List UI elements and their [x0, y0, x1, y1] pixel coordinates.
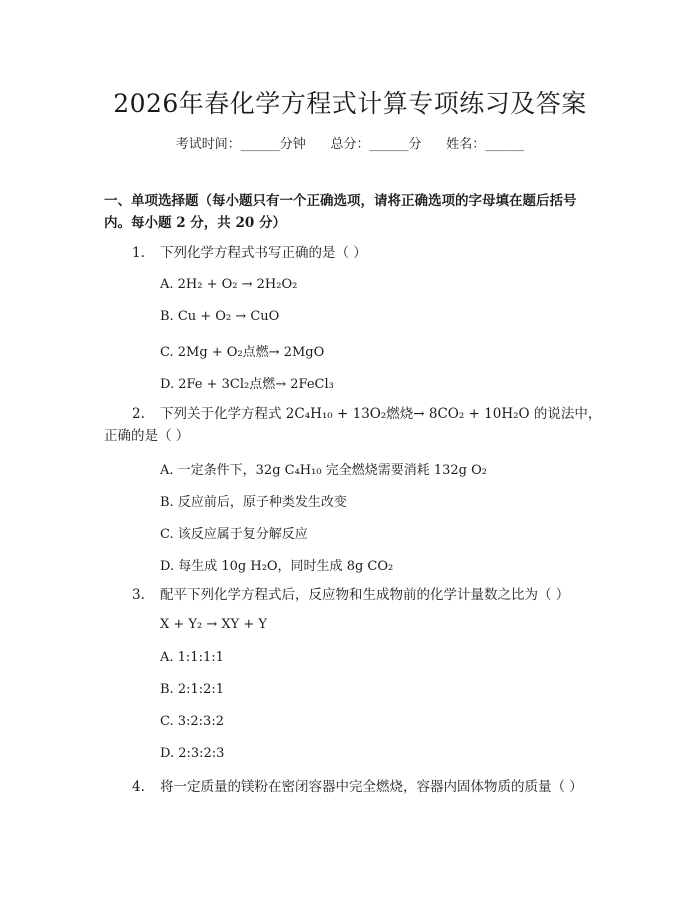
option-1b: B. Cu + O₂ → CuO [160, 309, 280, 324]
question-stem-line-2: 正确的是（ ） [104, 428, 190, 444]
question-stem-line-1 [104, 403, 604, 425]
question-2 [104, 403, 604, 447]
question-stem: 将一定质量的镁粉在密闭容器中完全燃烧，容器内固体物质的质量（ ） [160, 779, 583, 795]
option-1d: D. 2Fe + 3Cl₂点燃→ 2FeCl₃ [160, 377, 334, 392]
option-1c: C. 2Mg + O₂点燃→ 2MgO [160, 345, 325, 360]
option-3c: C. 3:2:3:2 [160, 714, 224, 729]
option-2a: A. 一定条件下，32g C₄H₁₀ 完全燃烧需要消耗 132g O₂ [160, 463, 487, 478]
equation-line: X + Y₂ → XY + Y [160, 617, 267, 632]
option-1a: A. 2H₂ + O₂ → 2H₂O₂ [160, 277, 298, 292]
option-3d: D. 2:3:2:3 [160, 746, 225, 761]
question-number: 4. [132, 779, 145, 795]
question-number: 3. [132, 587, 145, 603]
page-title: 2026年春化学方程式计算专项练习及答案 [113, 89, 587, 118]
section-heading-line-2: 内。每小题 2 分，共 20 分） [104, 215, 286, 231]
question-stem: 下列化学方程式书写正确的是（ ） [160, 245, 367, 261]
exam-info-line: 考试时间：______分钟 总分：______分 姓名：______ [175, 137, 525, 152]
question-stem: 配平下列化学方程式后，反应物和生成物前的化学计量数之比为（ ） [160, 587, 570, 603]
option-2b: B. 反应前后，原子种类发生改变 [160, 495, 347, 510]
option-3b: B. 2:1:2:1 [160, 682, 225, 697]
section-heading-line-1: 一、单项选择题（每小题只有一个正确选项，请将正确选项的字母填在题后括号 [104, 193, 577, 209]
option-2c: C. 该反应属于复分解反应 [160, 527, 308, 542]
question-stem: 下列关于化学方程式 2C₄H₁₀ + 13O₂燃烧→ 8CO₂ + 10H₂O 的说法中， [160, 406, 602, 422]
option-2d: D. 每生成 10g H₂O，同时生成 8g CO₂ [160, 559, 394, 574]
option-3a: A. 1:1:1:1 [160, 650, 224, 665]
question-4 [132, 776, 583, 798]
question-3 [132, 584, 569, 606]
question-number: 1. [132, 245, 145, 261]
section-heading [104, 190, 604, 234]
question-1 [132, 242, 367, 264]
question-number: 2. [132, 406, 145, 422]
